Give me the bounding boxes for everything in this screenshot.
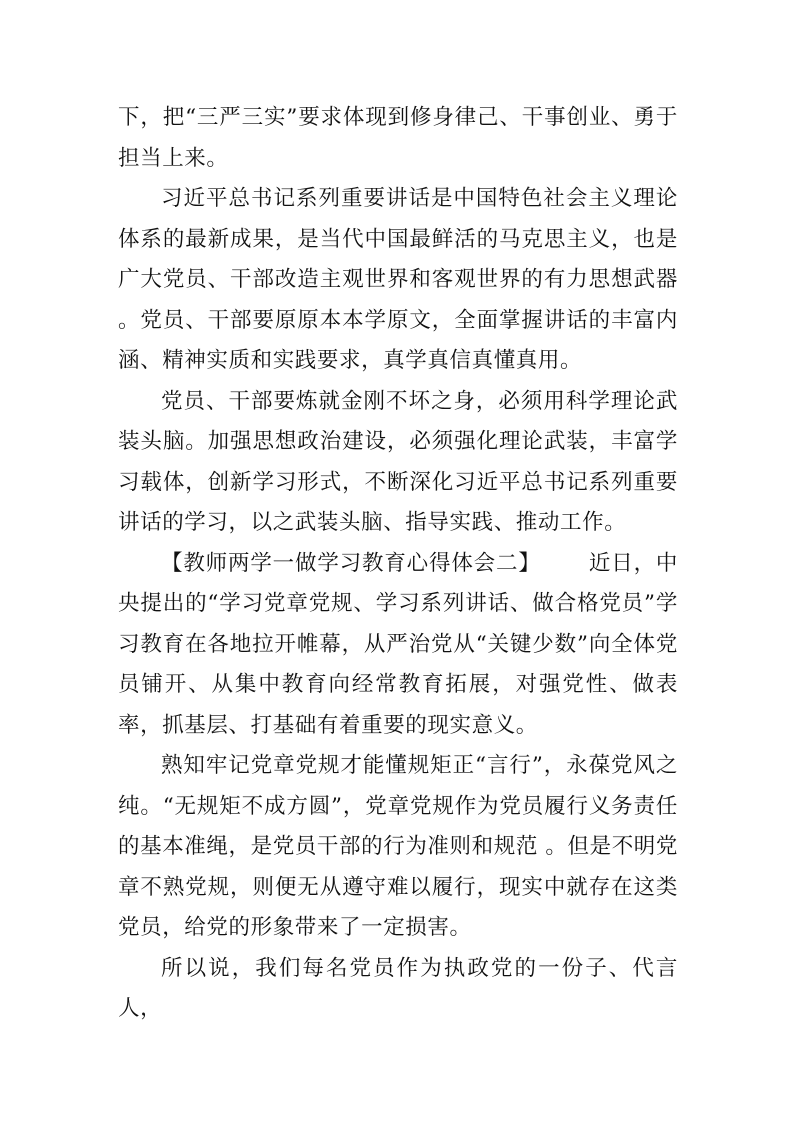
section-heading: 【教师两学一做学习教育心得体会二】 (161, 550, 541, 576)
paragraph-with-heading (118, 544, 678, 747)
paragraph: 习近平总书记系列重要讲话是中国特色社会主义理论体系的最新成果，是当代中国最鲜活的马克思主义，也是广大党员、干部改造主观世界和客观世界的有力思想武器 。党员、干部要原原本本学原文，全面掌握讲话的丰富内涵、精神实质和实践要求，真学真信真懂真用。 (118, 186, 678, 373)
paragraph-continued: 下，把“三严三实”要求体现到修身律己、干事创业、勇于担当上来。 (118, 105, 678, 171)
body-text (118, 98, 678, 1030)
paragraph: 党员、干部要炼就金刚不坏之身，必须用科学理论武装头脑。加强思想政治建设，必须强化理论武装，丰富学习载体，创新学习形式，不断深化习近平总书记系列重要讲话的学习，以之武装头脑、指导实践、推动工作。 (118, 388, 678, 535)
paragraph: 所以说，我们每名党员作为执政党的一份子、代言人， (118, 955, 678, 1021)
paragraph-body: 近日，中央提出的“学习党章党规、学习系列讲话、做合格党员”学习教育在各地拉开帷幕，从严治党从“关键少数”向全体党员铺开、从集中教育向经常教育拓展，对强党性、做表率，抓基层、打基础有着重要的现实意义。 (118, 550, 679, 738)
paragraph: 熟知牢记党章党规才能懂规矩正“言行”，永葆党风之纯。“无规矩不成方圆”，党章党规作为党员履行义务责任的基本准绳，是党员干部的行为准则和规范 。但是不明党章不熟党规，则便无从遵守难以履行，现实中就存在这类党员，给党的形象带来了一定损害。 (118, 753, 678, 940)
